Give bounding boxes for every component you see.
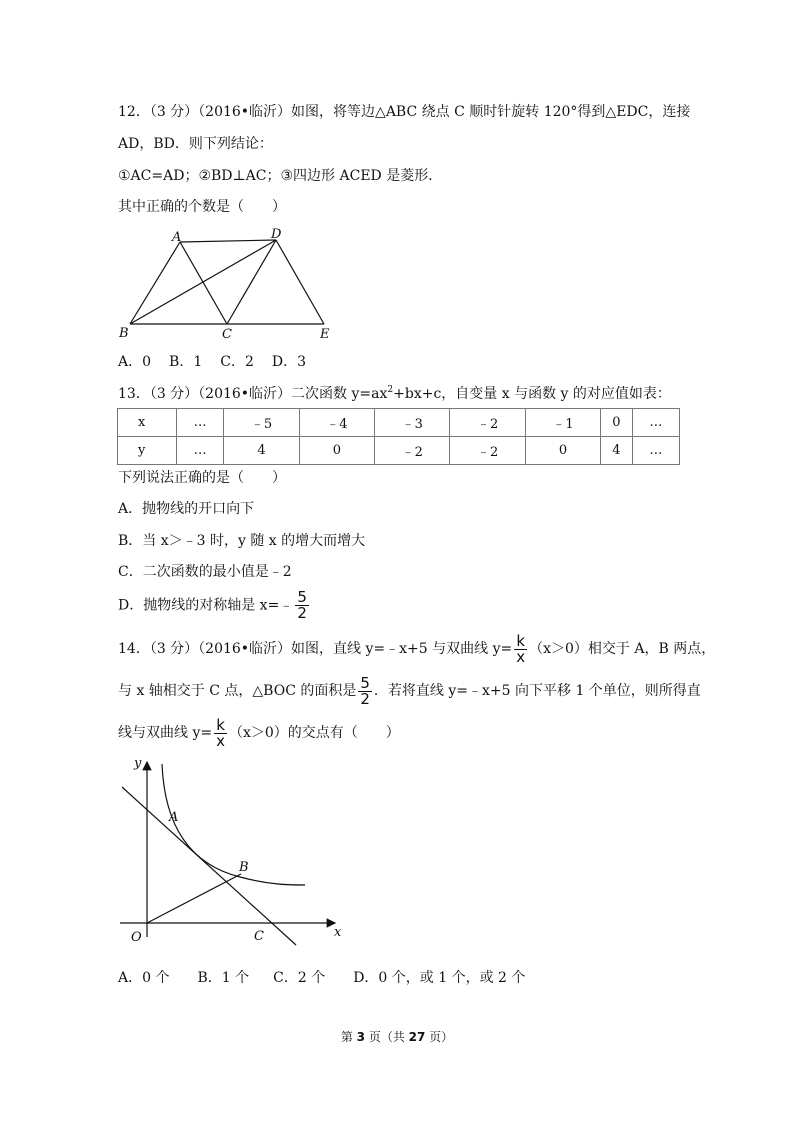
q14-stem-line3: 线与双曲线 y= $\frac{k}{x}$ （x＞0）的交点有（ ） [118,715,400,750]
table-cell: … [632,409,679,437]
label-c: C [254,929,264,944]
q12-stem-continued: AD，BD．则下列结论： [118,136,273,152]
table-cell: ﹣5 [224,409,299,437]
q12-conclusions: ①AC=AD；②BD⊥AC；③四边形 ACED 是菱形． [118,168,443,184]
fraction-five-halves: $\frac{5}{2}$ [297,588,307,622]
table-cell: … [632,437,679,465]
segment-de [276,240,324,324]
q13-option-c[interactable]: C．二次函数的最小值是﹣2 [118,564,292,580]
q14-stem-line1: 14．（3 分）（2016•临沂）如图，直线 y=﹣x+5 与双曲线 y= $\frac{k}{x}$ （x＞0）相交于 A，B 两点， [118,631,716,666]
axis-label-x: x [334,925,342,940]
q12-option-a[interactable]: A．0 [118,354,152,370]
q13-stem: 13．（3 分）（2016•临沂）二次函数 $y=ax^2+bx+c$，自变量 x 与函数 y 的对应值如表： [118,385,671,402]
q14-option-c[interactable]: C．2 个 [273,970,326,986]
table-cell: 4 [224,437,299,465]
q13-question: 下列说法正确的是（ ） [118,470,286,486]
segment-ac [180,242,227,324]
label-e: E [320,327,330,342]
q14-option-a[interactable]: A．0 个 [118,970,170,986]
label-d: D [271,227,282,242]
q14-option-d[interactable]: D．0 个，或 1 个，或 2 个 [353,970,526,986]
q14-options [118,968,525,988]
q14-option-b[interactable]: B．1 个 [197,970,250,986]
label-c: C [222,327,232,342]
label-a: A [172,230,182,245]
table-cell: … [177,437,224,465]
table-cell: 0 [525,437,600,465]
table-cell: 0 [299,437,374,465]
q14-stem-line2: 与 x 轴相交于 C 点，△BOC 的面积是 $\frac{5}{2}$ ．若将直线 y=﹣x+5 向下平移 1 个单位，则所得直 [118,673,701,708]
page-number: 3 [356,1030,365,1044]
segment-bd [130,240,276,324]
q12-option-c[interactable]: C．2 [220,354,254,370]
label-b: B [119,326,129,341]
table-cell: ﹣2 [450,437,525,465]
table-cell: ﹣4 [299,409,374,437]
table-cell: ﹣3 [375,409,450,437]
table-cell: ﹣2 [450,409,525,437]
fraction-five-halves: $\frac{5}{2}$ [360,673,370,708]
axis-label-y: y [134,756,142,771]
q12-figure-rhombus [110,222,340,347]
q12-option-b[interactable]: B．1 [169,354,203,370]
q13-option-b[interactable]: B．当 x＞﹣3 时，y 随 x 的增大而增大 [118,533,366,549]
label-o: O [131,930,142,945]
fraction-k-over-x: $\frac{k}{x}$ [516,631,526,666]
segment-dc [227,240,276,324]
table-cell: 0 [601,409,632,437]
table-cell: y [118,437,177,465]
table-cell: x [118,409,177,437]
page-footer: 第 3 页（共 27 页） [340,1030,454,1044]
hyperbola-curve [162,764,305,885]
q13-option-a[interactable]: A．抛物线的开口向下 [118,501,255,517]
q13-option-d[interactable]: D．抛物线的对称轴是 x=﹣ $\frac{5}{2}$ [118,588,307,622]
table-row-x [118,409,680,437]
q14-figure-line-hyperbola [110,752,350,947]
q12-option-d[interactable]: D．3 [271,354,306,370]
q13-value-table [117,408,680,465]
segment-ad [180,240,276,242]
table-cell: ﹣1 [525,409,600,437]
label-a: A [169,810,179,825]
table-cell: ﹣2 [375,437,450,465]
table-row-y [118,437,680,465]
table-cell: 4 [601,437,632,465]
table-cell: … [177,409,224,437]
page-total: 27 [408,1030,426,1044]
q12-options [118,352,306,372]
q12-question: 其中正确的个数是（ ） [118,199,286,215]
fraction-k-over-x: $\frac{k}{x}$ [216,715,225,750]
segment-ab [130,242,180,324]
segment-ob [147,874,241,923]
label-b: B [239,860,249,875]
line-y-neg-x-plus-5 [122,787,296,945]
q12-stem: 12．（3 分）（2016•临沂）如图，将等边△ABC 绕点 C 顺时针旋转 120°得到△EDC，连接 [118,104,691,120]
